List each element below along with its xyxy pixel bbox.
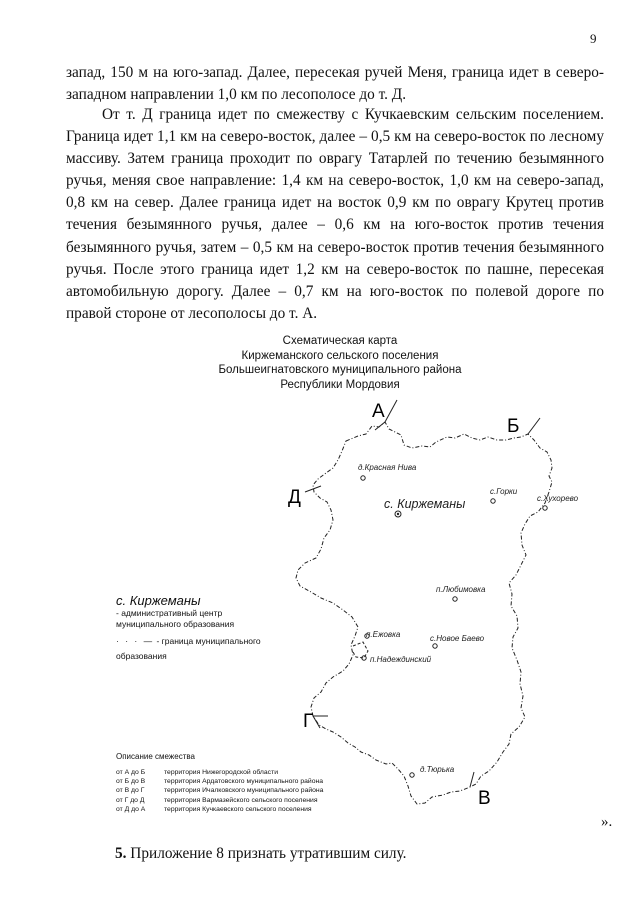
krasnaya-niva-label: д.Красная Нива xyxy=(358,463,417,472)
point-d-tick xyxy=(305,486,321,492)
paragraph-border-description: От т. Д граница идет по смежеству с Кучкаевским сельским поселением. Граница идет 1,1 км на северо-восток, далее – 0,5 км на северо-восток по лесному массиву. Затем граница проходит по оврагу Татарлей по течению безымянного ручья, меняя свое направление: 1,4 км на северо-восток, 1,0 км на северо-запад, 0,8 км на север. Далее граница идет на восток 0,9 км по оврагу Крутец против течения безымянного ручья, далее – 0,6 км на юго-восток против течения безымянного ручья, затем – 0,5 км на северо-восток против течения безымянного ручья. После этого граница идет 1,2 км на северо-восток по пашне, пересекая автомобильную дорогу. Далее – 0,7 км на юго-восток по полевой дороге по правой стороне от лесополосы до т. А. xyxy=(66,106,604,322)
point-a-tick xyxy=(385,400,397,422)
point-g-label: Г xyxy=(303,711,314,732)
khukhorevo-marker xyxy=(543,506,547,510)
legend-border-symbol: · · · — xyxy=(116,636,155,646)
gorki-marker xyxy=(491,499,495,503)
map-title-line: Киржеманского сельского поселения xyxy=(241,349,439,362)
adjacency-text: территория Ардатовского муниципального района xyxy=(164,778,324,786)
tyurka-label: д.Тюрька xyxy=(420,765,455,774)
bottom-paragraph-text: Приложение 8 признать утратившим силу. xyxy=(126,845,407,862)
lyubimovka-label: п.Любимовка xyxy=(436,585,486,594)
point-a-tick-2 xyxy=(375,422,385,430)
closing-quote: ». xyxy=(601,814,613,830)
adjacency-span: от В до Г xyxy=(116,787,145,795)
point-b-label: Б xyxy=(507,416,520,437)
legend-border-desc: - граница муниципального xyxy=(156,636,261,646)
legend-border-line xyxy=(116,634,286,649)
point-a-label: А xyxy=(372,401,385,422)
adjacency-row xyxy=(116,796,323,805)
map-title-line: Большеигнатовского муниципального района xyxy=(218,364,462,376)
map-title-line: Схематическая карта xyxy=(282,335,398,347)
adjacency-list xyxy=(116,768,323,814)
adjacency-span: от Б до В xyxy=(116,778,146,786)
point-v-label: В xyxy=(478,788,491,809)
kirzhemany-marker-dot xyxy=(397,513,399,515)
gorki-label: с.Горки xyxy=(490,487,518,496)
adjacency-row xyxy=(116,805,323,814)
legend-border xyxy=(116,634,286,664)
adjacency-text: территория Кучкаевского сельского поселения xyxy=(164,805,312,813)
adjacency-span: от А до Б xyxy=(116,769,146,776)
krasnaya-niva-marker xyxy=(361,476,365,480)
legend-border-desc-2: образования xyxy=(116,651,167,661)
point-g-tick-2 xyxy=(313,716,320,728)
adjacency-text: территория Вармазейского сельского поселения xyxy=(164,796,318,804)
ezhovka-label: п.Ежовка xyxy=(366,630,401,639)
legend-center-desc-line: муниципального образования xyxy=(116,619,235,629)
adjacency-row xyxy=(116,768,323,777)
municipal-boundary xyxy=(296,422,552,804)
lyubimovka-marker xyxy=(453,597,457,601)
adjacency-row xyxy=(116,786,323,795)
map-title-line: Республики Мордовия xyxy=(280,378,400,391)
boundary-spur xyxy=(353,642,368,658)
adjacency-span: от Д до А xyxy=(116,805,146,813)
legend-center-desc-line: - административный центр xyxy=(116,608,223,618)
novoe-baevo-marker xyxy=(433,644,437,648)
adjacency-title: Описание смежества xyxy=(116,752,195,761)
paragraph-continuation: запад, 150 м на юго-запад. Далее, пересекая ручей Меня, граница идет в северо-западном направлении 1,0 км по лесополосе до т. Д. xyxy=(66,64,604,104)
legend-center-label: с. Киржеманы xyxy=(116,593,201,608)
bottom-paragraph xyxy=(115,845,407,863)
khukhorevo-label: с.Хухорево xyxy=(537,494,579,503)
adjacency-text: территория Ичалковского муниципального района xyxy=(164,787,324,795)
point-b-tick xyxy=(528,418,540,434)
adjacency-text: территория Нижегородской области xyxy=(164,769,278,776)
bottom-paragraph-number: 5. xyxy=(115,845,127,862)
nadezhdinsky-label: п.Надеждинский xyxy=(370,655,432,664)
tyurka-marker xyxy=(410,773,414,777)
kirzhemany-label: с. Киржеманы xyxy=(384,497,466,511)
adjacency-span: от Г до Д xyxy=(116,796,145,804)
novoe-baevo-label: с.Новое Баево xyxy=(430,634,485,643)
point-d-label: Д xyxy=(288,487,301,508)
legend-center-description xyxy=(116,608,266,630)
page-number: 9 xyxy=(590,31,597,46)
adjacency-row xyxy=(116,777,323,786)
